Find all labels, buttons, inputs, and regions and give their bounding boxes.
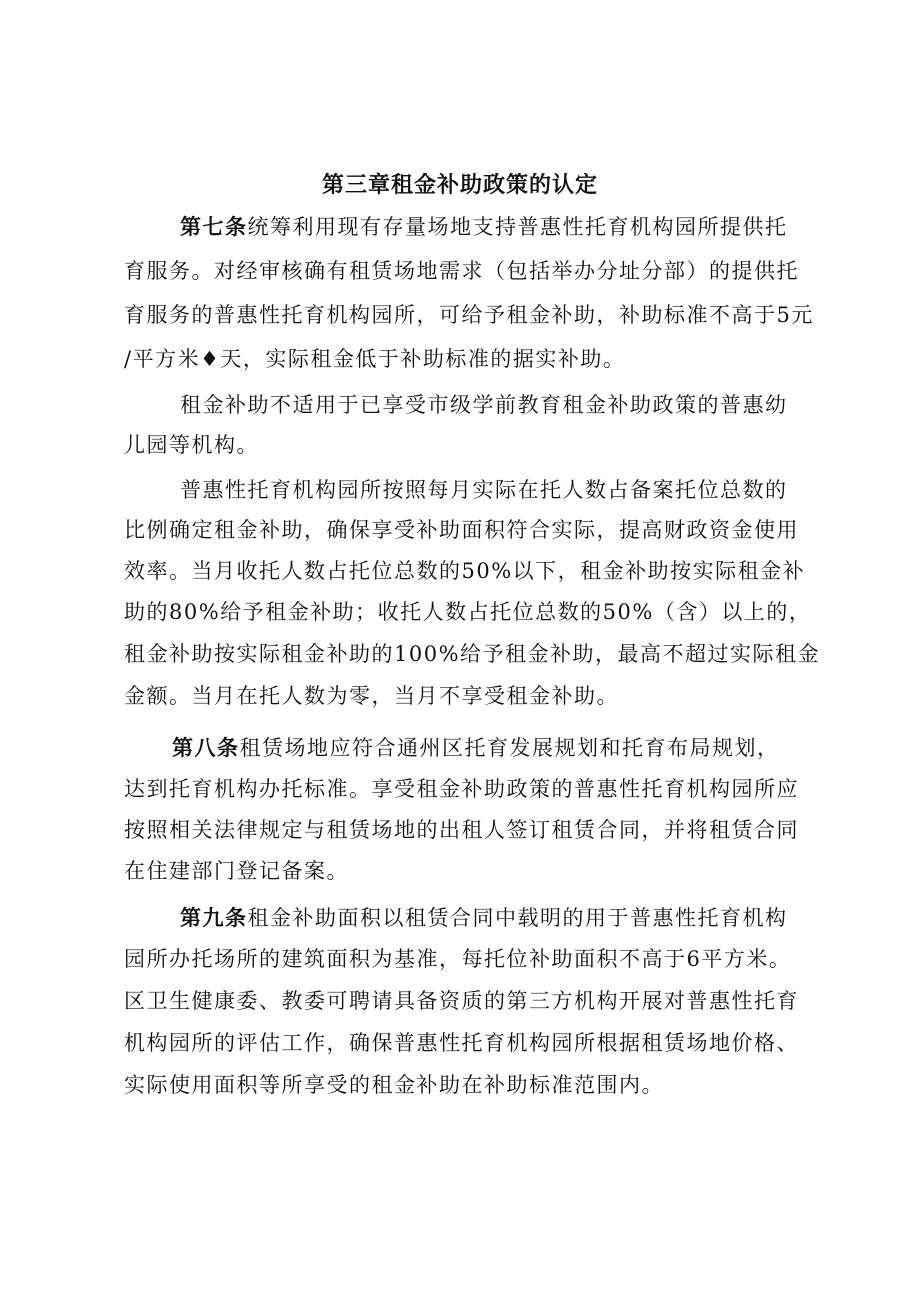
- ratio-line-4: 助的80%给予租金补助；收托人数占托位总数的50%（含）以上的，: [124, 600, 812, 624]
- exclusion-line-2: 儿园等机构。: [124, 433, 259, 457]
- article7-line-2: 育服务。对经审核确有租赁场地需求（包括举办分址分部）的提供托: [124, 259, 799, 283]
- article9-text-1: 租金补助面积以租赁合同中载明的用于普惠性托育机构: [247, 906, 788, 930]
- chapter-title: 第三章租金补助政策的认定: [321, 172, 598, 198]
- article8-label: 第八条: [172, 735, 240, 760]
- ratio-line-1: 普惠性托育机构园所按照每月实际在托人数占备案托位总数的: [180, 478, 788, 502]
- ratio-line-3: 效率。当月收托人数占托位总数的50%以下，租金补助按实际租金补: [124, 559, 806, 583]
- article9-line-1: [180, 903, 788, 933]
- exclusion-line-1: 租金补助不适用于已享受市级学前教育租金补助政策的普惠幼: [180, 393, 788, 417]
- article8-text-1: 租赁场地应符合通州区托育发展规划和托育布局规划，: [239, 736, 780, 760]
- article7-text-1: 统筹利用现有存量场地支持普惠性托育机构园所提供托: [247, 215, 788, 239]
- ratio-line-5: 租金补助按实际租金补助的100%给予租金补助，最高不超过实际租金: [124, 642, 821, 666]
- article7-label: 第七条: [180, 214, 248, 239]
- ratio-line-2: 比例确定租金补助，确保享受补助面积符合实际，提高财政资金使用: [124, 518, 799, 542]
- article8-line-3: 按照相关法律规定与租赁场地的出租人签订租赁合同，并将租赁合同: [124, 818, 799, 842]
- article8-line-2: 达到托育机构办托标准。享受租金补助政策的普惠性托育机构园所应: [124, 777, 799, 801]
- ratio-line-6: 金额。当月在托人数为零，当月不享受租金补助。: [124, 684, 619, 708]
- article9-line-5: 实际使用面积等所享受的租金补助在补助标准范围内。: [124, 1073, 664, 1097]
- article8-line-1: [172, 733, 780, 763]
- article9-line-4: 机构园所的评估工作，确保普惠性托育机构园所根据租赁场地价格、: [124, 1031, 799, 1055]
- article9-line-3: 区卫生健康委、教委可聘请具备资质的第三方机构开展对普惠性托育: [124, 989, 799, 1013]
- article7-line-1: [180, 212, 788, 242]
- article9-label: 第九条: [180, 905, 248, 930]
- article9-line-2: 园所办托场所的建筑面积为基准，每托位补助面积不高于6平方米。: [124, 947, 792, 971]
- article7-line-4: /平方米♦天，实际租金低于补助标准的据实补助。: [124, 347, 626, 371]
- article7-line-3: 育服务的普惠性托育机构园所，可给予租金补助，补助标准不高于5元: [124, 303, 814, 327]
- article8-line-4: 在住建部门登记备案。: [124, 859, 349, 883]
